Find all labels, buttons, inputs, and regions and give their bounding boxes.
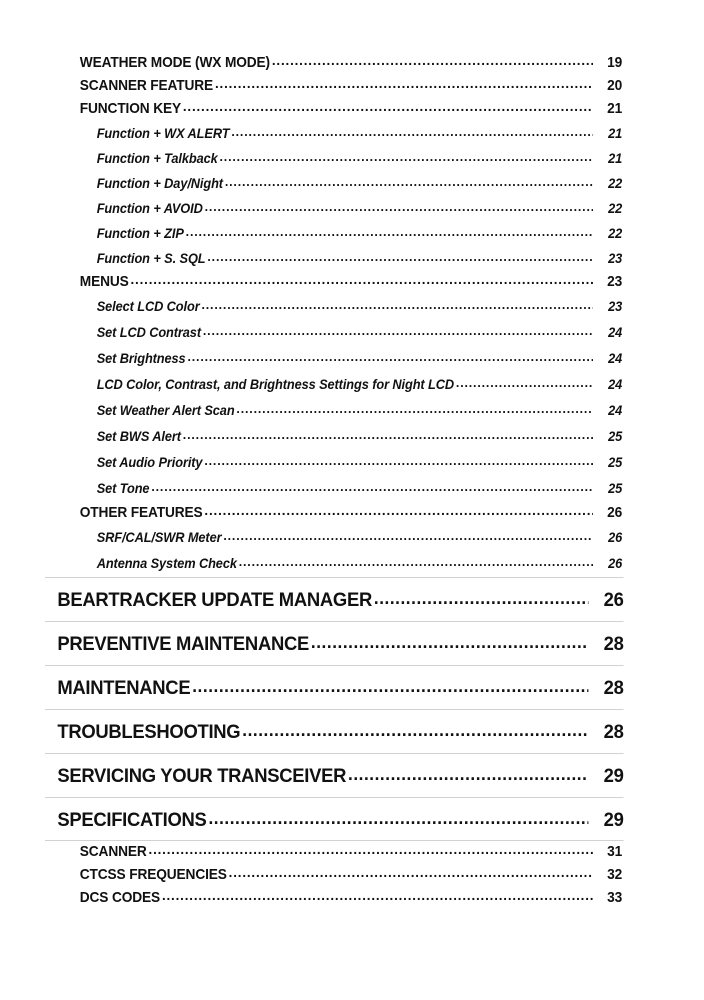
- toc-dot-leader: [207, 244, 593, 269]
- toc-page-number: 23: [608, 251, 623, 266]
- toc-dot-leader: [192, 664, 588, 708]
- toc-entry-label: Set Weather Alert Scan: [96, 403, 235, 418]
- toc-dot-leader: [231, 119, 593, 144]
- toc-entry[interactable]: [45, 196, 622, 221]
- toc-page-number: 21: [607, 101, 623, 117]
- toc-entry-label: Set Audio Priority: [96, 455, 203, 470]
- toc-page-number: 24: [608, 403, 623, 418]
- toc-dot-leader: [229, 862, 593, 885]
- toc-entry[interactable]: [45, 551, 622, 577]
- toc-dot-leader: [348, 752, 588, 796]
- toc-entry[interactable]: [45, 621, 624, 665]
- toc-entry-label: Antenna System Check: [96, 556, 237, 571]
- toc-dot-leader: [272, 50, 593, 73]
- toc-entry-label: SERVICING YOUR TRANSCEIVER: [57, 765, 347, 787]
- toc-entry-label: Set LCD Contrast: [96, 325, 201, 340]
- toc-page-number: 24: [608, 325, 623, 340]
- toc-page-number: 28: [603, 721, 624, 743]
- toc-entry-label: WEATHER MODE (WX MODE): [79, 55, 270, 71]
- toc-entry[interactable]: [45, 887, 622, 910]
- toc-dot-leader: [456, 370, 593, 396]
- toc-page-number: 22: [608, 201, 623, 216]
- toc-entry-label: Select LCD Color: [96, 299, 200, 314]
- toc-entry[interactable]: [45, 864, 622, 887]
- toc-page-number: 26: [607, 505, 623, 521]
- toc-entry-label: SCANNER: [79, 844, 147, 860]
- toc-page-number: 32: [607, 867, 623, 883]
- toc-entry[interactable]: [45, 502, 622, 525]
- toc-dot-leader: [236, 396, 593, 422]
- toc-entry[interactable]: [45, 246, 622, 271]
- toc-entry-list: [45, 52, 623, 910]
- toc-entry[interactable]: [45, 320, 622, 346]
- toc-dot-leader: [220, 144, 594, 169]
- toc-page-number: 22: [608, 176, 623, 191]
- toc-page-number: 24: [608, 351, 623, 366]
- toc-entry[interactable]: [45, 294, 622, 320]
- toc-entry[interactable]: [45, 121, 622, 146]
- toc-dot-leader: [183, 422, 593, 448]
- toc-entry-label: TROUBLESHOOTING: [57, 721, 241, 743]
- toc-dot-leader: [201, 292, 593, 318]
- toc-entry-label: Function + AVOID: [96, 201, 203, 216]
- toc-page-number: 31: [607, 844, 623, 860]
- toc-page-number: 20: [607, 78, 623, 94]
- toc-page-number: 23: [607, 274, 623, 290]
- toc-dot-leader: [208, 796, 588, 840]
- toc-dot-leader: [187, 344, 593, 370]
- toc-entry[interactable]: [45, 346, 622, 372]
- toc-entry-label: OTHER FEATURES: [79, 505, 203, 521]
- toc-page-number: 26: [603, 589, 624, 611]
- toc-entry[interactable]: [45, 424, 622, 450]
- toc-page-number: 29: [603, 809, 624, 831]
- toc-entry-label: MAINTENANCE: [57, 677, 191, 699]
- toc-entry[interactable]: [45, 476, 622, 502]
- toc-page-number: 28: [603, 677, 624, 699]
- toc-entry[interactable]: [45, 52, 622, 75]
- toc-entry[interactable]: [45, 753, 624, 797]
- toc-page-number: 25: [608, 455, 623, 470]
- toc-entry-label: SRF/CAL/SWR Meter: [96, 530, 222, 545]
- toc-entry-label: LCD Color, Contrast, and Brightness Settings for Night LCD: [96, 377, 455, 392]
- toc-dot-leader: [242, 708, 588, 752]
- toc-dot-leader: [225, 169, 593, 194]
- toc-entry-label: Function + ZIP: [96, 226, 184, 241]
- toc-entry[interactable]: [45, 398, 622, 424]
- toc-entry[interactable]: [45, 450, 622, 476]
- toc-dot-leader: [130, 269, 593, 292]
- toc-entry-label: Set Tone: [96, 481, 150, 496]
- toc-entry-label: CTCSS FREQUENCIES: [79, 867, 227, 883]
- toc-entry[interactable]: [45, 709, 624, 753]
- toc-entry[interactable]: [45, 372, 622, 398]
- toc-page-number: 22: [608, 226, 623, 241]
- toc-entry[interactable]: [45, 797, 624, 841]
- toc-entry-label: MENUS: [79, 274, 129, 290]
- toc-entry-label: Set BWS Alert: [96, 429, 181, 444]
- toc-dot-leader: [151, 474, 593, 500]
- toc-dot-leader: [311, 620, 588, 664]
- toc-dot-leader: [186, 219, 593, 244]
- toc-entry[interactable]: [45, 221, 622, 246]
- toc-page-number: 23: [608, 299, 623, 314]
- toc-entry[interactable]: [45, 841, 622, 864]
- toc-page-number: 28: [603, 633, 624, 655]
- toc-entry[interactable]: [45, 271, 622, 294]
- toc-entry[interactable]: [45, 665, 624, 709]
- toc-dot-leader: [205, 194, 593, 219]
- toc-entry-label: Function + WX ALERT: [96, 126, 230, 141]
- toc-dot-leader: [183, 96, 593, 119]
- toc-entry-label: Function + Talkback: [96, 151, 218, 166]
- toc-entry[interactable]: [45, 98, 622, 121]
- toc-page-number: 26: [608, 530, 623, 545]
- toc-dot-leader: [374, 576, 589, 620]
- toc-dot-leader: [149, 839, 594, 862]
- toc-page-number: 25: [608, 429, 623, 444]
- toc-page-number: 19: [607, 55, 623, 71]
- toc-page-number: 21: [608, 126, 623, 141]
- toc-entry[interactable]: [45, 577, 624, 621]
- toc-entry-label: SPECIFICATIONS: [57, 809, 207, 831]
- toc-dot-leader: [162, 885, 593, 908]
- toc-dot-leader: [239, 549, 593, 575]
- toc-page-number: 21: [608, 151, 623, 166]
- toc-entry-label: Function + Day/Night: [96, 176, 223, 191]
- toc-entry-label: PREVENTIVE MAINTENANCE: [57, 633, 310, 655]
- toc-entry-label: SCANNER FEATURE: [79, 78, 214, 94]
- toc-entry-label: Set Brightness: [96, 351, 186, 366]
- toc-entry[interactable]: [45, 171, 622, 196]
- toc-page-number: 33: [607, 890, 623, 906]
- toc-dot-leader: [203, 318, 593, 344]
- toc-entry[interactable]: [45, 525, 622, 551]
- toc-page-number: 25: [608, 481, 623, 496]
- toc-page-number: 26: [608, 556, 623, 571]
- toc-entry-label: BEARTRACKER UPDATE MANAGER: [57, 589, 372, 611]
- toc-entry[interactable]: [45, 146, 622, 171]
- toc-dot-leader: [204, 448, 593, 474]
- toc-page-number: 29: [603, 765, 624, 787]
- toc-dot-leader: [215, 73, 593, 96]
- toc-entry-label: Function + S. SQL: [96, 251, 206, 266]
- toc-entry-label: FUNCTION KEY: [79, 101, 181, 117]
- toc-page-number: 24: [608, 377, 623, 392]
- toc-entry[interactable]: [45, 75, 622, 98]
- toc-dot-leader: [223, 523, 593, 549]
- toc-entry-label: DCS CODES: [79, 890, 161, 906]
- toc-dot-leader: [204, 500, 593, 523]
